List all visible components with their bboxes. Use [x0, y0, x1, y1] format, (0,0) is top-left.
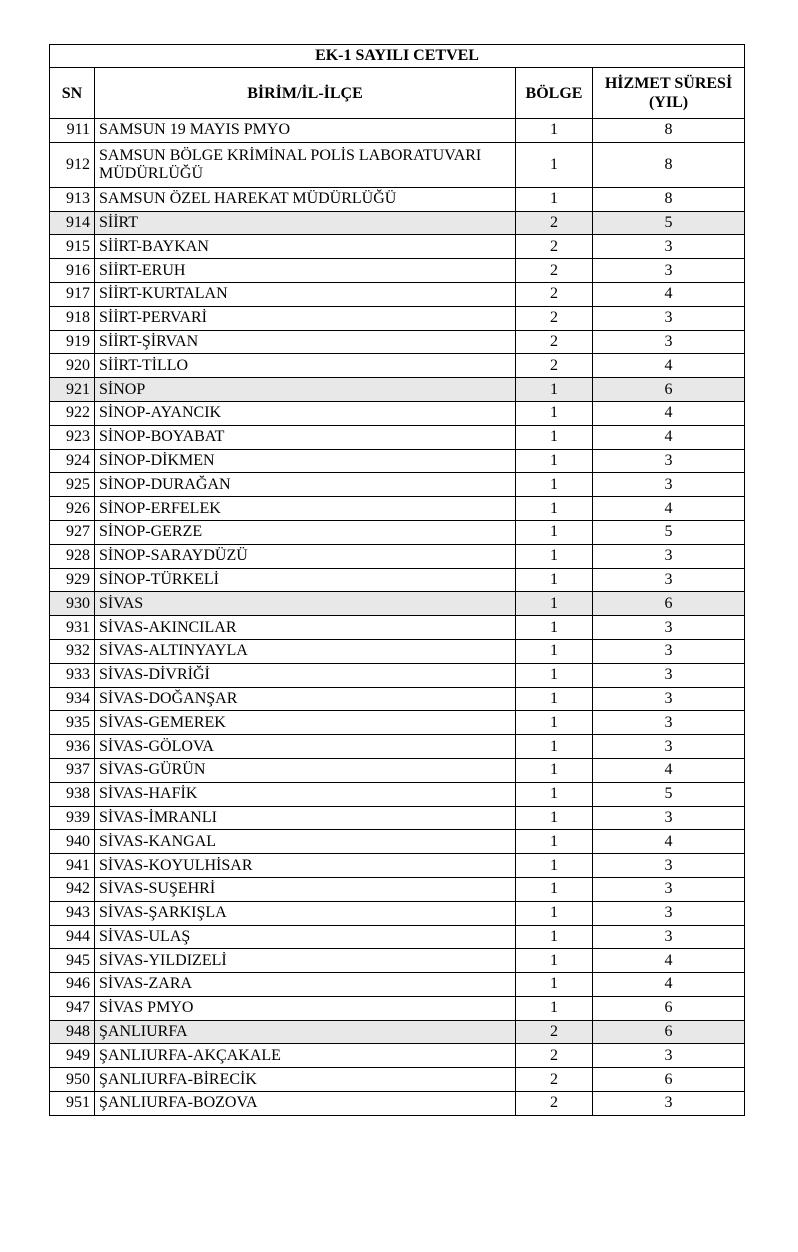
cell-birim: SİVAS-GÜRÜN — [95, 758, 516, 782]
cell-bolge: 1 — [516, 497, 593, 521]
cell-hizmet-suresi: 6 — [593, 1020, 745, 1044]
cell-birim: SİNOP-AYANCIK — [95, 401, 516, 425]
table-row — [50, 142, 745, 187]
cell-bolge: 1 — [516, 187, 593, 211]
cell-hizmet-suresi: 5 — [593, 520, 745, 544]
table-row — [50, 378, 745, 402]
cell-birim: SİVAS PMYO — [95, 996, 516, 1020]
table-row — [50, 568, 745, 592]
cell-bolge: 1 — [516, 378, 593, 402]
cell-sn: 943 — [50, 901, 95, 925]
cell-sn: 915 — [50, 235, 95, 259]
cell-sn: 951 — [50, 1092, 95, 1116]
cell-birim: SİNOP-TÜRKELİ — [95, 568, 516, 592]
cell-bolge: 1 — [516, 520, 593, 544]
cell-sn: 944 — [50, 925, 95, 949]
cell-sn: 921 — [50, 378, 95, 402]
cell-bolge: 1 — [516, 592, 593, 616]
cell-sn: 922 — [50, 401, 95, 425]
cell-bolge: 1 — [516, 687, 593, 711]
cell-hizmet-suresi: 4 — [593, 497, 745, 521]
cell-hizmet-suresi: 4 — [593, 758, 745, 782]
table-row — [50, 901, 745, 925]
table-row — [50, 996, 745, 1020]
cell-bolge: 2 — [516, 1068, 593, 1092]
cell-hizmet-suresi: 3 — [593, 259, 745, 283]
cell-sn: 923 — [50, 425, 95, 449]
table-row — [50, 711, 745, 735]
cell-bolge: 1 — [516, 973, 593, 997]
cell-birim: SİVAS — [95, 592, 516, 616]
cell-birim: SİNOP-BOYABAT — [95, 425, 516, 449]
cell-sn: 933 — [50, 663, 95, 687]
cell-sn: 911 — [50, 119, 95, 143]
cell-sn: 939 — [50, 806, 95, 830]
cell-hizmet-suresi: 3 — [593, 235, 745, 259]
cell-birim: SİVAS-HAFİK — [95, 782, 516, 806]
cell-birim: SİNOP-GERZE — [95, 520, 516, 544]
cell-birim: SİİRT-ERUH — [95, 259, 516, 283]
table-row — [50, 949, 745, 973]
cell-sn: 928 — [50, 544, 95, 568]
table-row — [50, 235, 745, 259]
table-title: EK-1 SAYILI CETVEL — [50, 45, 745, 68]
table-row — [50, 449, 745, 473]
cell-birim: SİVAS-ZARA — [95, 973, 516, 997]
cell-sn: 938 — [50, 782, 95, 806]
cell-birim: SİVAS-GEMEREK — [95, 711, 516, 735]
cell-birim: SİVAS-ULAŞ — [95, 925, 516, 949]
cell-hizmet-suresi: 3 — [593, 854, 745, 878]
table-row — [50, 806, 745, 830]
cell-sn: 941 — [50, 854, 95, 878]
cell-bolge: 1 — [516, 142, 593, 187]
header-row — [50, 68, 745, 119]
table-row — [50, 282, 745, 306]
table-row — [50, 330, 745, 354]
cell-sn: 920 — [50, 354, 95, 378]
cell-hizmet-suresi: 5 — [593, 782, 745, 806]
cell-birim: SAMSUN BÖLGE KRİMİNAL POLİS LABORATUVARI MÜDÜRLÜĞÜ — [95, 142, 516, 187]
cell-birim: SİİRT-PERVARİ — [95, 306, 516, 330]
cell-hizmet-suresi: 4 — [593, 973, 745, 997]
cell-bolge: 1 — [516, 663, 593, 687]
cell-birim: SİVAS-GÖLOVA — [95, 735, 516, 759]
cell-hizmet-suresi: 3 — [593, 925, 745, 949]
cell-hizmet-suresi: 6 — [593, 592, 745, 616]
cell-bolge: 1 — [516, 996, 593, 1020]
cell-sn: 913 — [50, 187, 95, 211]
cell-sn: 917 — [50, 282, 95, 306]
cell-bolge: 1 — [516, 425, 593, 449]
table-row — [50, 211, 745, 235]
cell-hizmet-suresi: 3 — [593, 568, 745, 592]
cell-bolge: 2 — [516, 211, 593, 235]
cell-bolge: 1 — [516, 806, 593, 830]
cell-birim: SİVAS-ŞARKIŞLA — [95, 901, 516, 925]
cell-birim: SİİRT-ŞİRVAN — [95, 330, 516, 354]
cell-birim: SİNOP-ERFELEK — [95, 497, 516, 521]
cell-birim: SAMSUN 19 MAYIS PMYO — [95, 119, 516, 143]
cell-sn: 914 — [50, 211, 95, 235]
table-row — [50, 520, 745, 544]
header-sn: SN — [50, 68, 95, 119]
cell-bolge: 1 — [516, 925, 593, 949]
cell-birim: ŞANLIURFA-BİRECİK — [95, 1068, 516, 1092]
table-row — [50, 616, 745, 640]
cell-hizmet-suresi: 4 — [593, 949, 745, 973]
title-row — [50, 45, 745, 68]
cell-hizmet-suresi: 3 — [593, 877, 745, 901]
cell-hizmet-suresi: 8 — [593, 119, 745, 143]
cell-bolge: 1 — [516, 782, 593, 806]
cell-bolge: 1 — [516, 401, 593, 425]
cell-sn: 937 — [50, 758, 95, 782]
cell-hizmet-suresi: 3 — [593, 806, 745, 830]
cell-sn: 932 — [50, 639, 95, 663]
cell-sn: 936 — [50, 735, 95, 759]
cell-bolge: 2 — [516, 330, 593, 354]
cell-sn: 927 — [50, 520, 95, 544]
header-bolge: BÖLGE — [516, 68, 593, 119]
cell-birim: SİNOP-DURAĞAN — [95, 473, 516, 497]
cell-birim: SİVAS-ALTINYAYLA — [95, 639, 516, 663]
cell-bolge: 1 — [516, 711, 593, 735]
table-row — [50, 1020, 745, 1044]
cell-bolge: 2 — [516, 259, 593, 283]
cell-sn: 916 — [50, 259, 95, 283]
cell-birim: SİİRT-TİLLO — [95, 354, 516, 378]
table-row — [50, 354, 745, 378]
cell-birim: SİVAS-DOĞANŞAR — [95, 687, 516, 711]
cell-hizmet-suresi: 6 — [593, 996, 745, 1020]
cell-bolge: 1 — [516, 119, 593, 143]
cell-bolge: 2 — [516, 1020, 593, 1044]
table-row — [50, 758, 745, 782]
table-row — [50, 782, 745, 806]
cell-sn: 930 — [50, 592, 95, 616]
cell-bolge: 1 — [516, 758, 593, 782]
cell-bolge: 1 — [516, 449, 593, 473]
cell-hizmet-suresi: 6 — [593, 1068, 745, 1092]
cell-sn: 926 — [50, 497, 95, 521]
cell-birim: SİNOP-DİKMEN — [95, 449, 516, 473]
table-row — [50, 1092, 745, 1116]
cell-hizmet-suresi: 4 — [593, 401, 745, 425]
cell-hizmet-suresi: 3 — [593, 473, 745, 497]
cell-bolge: 1 — [516, 639, 593, 663]
cell-bolge: 1 — [516, 949, 593, 973]
cell-sn: 942 — [50, 877, 95, 901]
cell-hizmet-suresi: 4 — [593, 354, 745, 378]
cell-birim: SİNOP — [95, 378, 516, 402]
cell-sn: 945 — [50, 949, 95, 973]
cell-bolge: 2 — [516, 282, 593, 306]
cell-hizmet-suresi: 6 — [593, 378, 745, 402]
cell-sn: 924 — [50, 449, 95, 473]
cell-birim: SİVAS-KANGAL — [95, 830, 516, 854]
cetvel-table — [49, 44, 745, 1116]
cell-bolge: 1 — [516, 830, 593, 854]
cell-sn: 918 — [50, 306, 95, 330]
cell-bolge: 1 — [516, 877, 593, 901]
cell-hizmet-suresi: 3 — [593, 711, 745, 735]
cell-hizmet-suresi: 3 — [593, 639, 745, 663]
cell-hizmet-suresi: 3 — [593, 306, 745, 330]
cell-birim: SİVAS-KOYULHİSAR — [95, 854, 516, 878]
cell-bolge: 2 — [516, 235, 593, 259]
cell-bolge: 1 — [516, 854, 593, 878]
cell-bolge: 1 — [516, 568, 593, 592]
table-row — [50, 306, 745, 330]
table-row — [50, 735, 745, 759]
cell-birim: SAMSUN ÖZEL HAREKAT MÜDÜRLÜĞÜ — [95, 187, 516, 211]
cell-hizmet-suresi: 3 — [593, 1044, 745, 1068]
table-row — [50, 592, 745, 616]
cell-hizmet-suresi: 3 — [593, 735, 745, 759]
cell-sn: 940 — [50, 830, 95, 854]
table-row — [50, 401, 745, 425]
cell-birim: SİVAS-YILDIZELİ — [95, 949, 516, 973]
table-row — [50, 973, 745, 997]
cell-birim: ŞANLIURFA-AKÇAKALE — [95, 1044, 516, 1068]
cell-sn: 925 — [50, 473, 95, 497]
table-row — [50, 1044, 745, 1068]
cell-birim: SİVAS-AKINCILAR — [95, 616, 516, 640]
cell-sn: 934 — [50, 687, 95, 711]
table-row — [50, 663, 745, 687]
cell-birim: SİVAS-DİVRİĞİ — [95, 663, 516, 687]
cell-birim: SİİRT-KURTALAN — [95, 282, 516, 306]
cell-hizmet-suresi: 8 — [593, 142, 745, 187]
cell-bolge: 2 — [516, 1092, 593, 1116]
cell-sn: 950 — [50, 1068, 95, 1092]
cell-hizmet-suresi: 3 — [593, 616, 745, 640]
table-row — [50, 854, 745, 878]
table-row — [50, 830, 745, 854]
cell-sn: 929 — [50, 568, 95, 592]
header-hizmet-suresi: HİZMET SÜRESİ (YIL) — [593, 68, 745, 119]
cell-bolge: 1 — [516, 473, 593, 497]
cell-sn: 931 — [50, 616, 95, 640]
table-row — [50, 877, 745, 901]
cell-bolge: 2 — [516, 354, 593, 378]
cell-sn: 947 — [50, 996, 95, 1020]
table-row — [50, 187, 745, 211]
cell-bolge: 1 — [516, 735, 593, 759]
cell-bolge: 1 — [516, 901, 593, 925]
cell-birim: SİNOP-SARAYDÜZÜ — [95, 544, 516, 568]
table-row — [50, 1068, 745, 1092]
cell-hizmet-suresi: 5 — [593, 211, 745, 235]
cell-birim: ŞANLIURFA-BOZOVA — [95, 1092, 516, 1116]
cell-sn: 948 — [50, 1020, 95, 1044]
cell-bolge: 1 — [516, 544, 593, 568]
table-row — [50, 473, 745, 497]
cell-sn: 912 — [50, 142, 95, 187]
cell-hizmet-suresi: 3 — [593, 449, 745, 473]
cell-hizmet-suresi: 3 — [593, 663, 745, 687]
cell-hizmet-suresi: 4 — [593, 282, 745, 306]
cell-hizmet-suresi: 8 — [593, 187, 745, 211]
header-birim: BİRİM/İL-İLÇE — [95, 68, 516, 119]
cell-bolge: 2 — [516, 1044, 593, 1068]
cell-hizmet-suresi: 4 — [593, 425, 745, 449]
cell-hizmet-suresi: 3 — [593, 687, 745, 711]
cell-birim: SİİRT-BAYKAN — [95, 235, 516, 259]
table-row — [50, 425, 745, 449]
cell-sn: 935 — [50, 711, 95, 735]
table-row — [50, 687, 745, 711]
table-row — [50, 259, 745, 283]
cell-birim: SİVAS-İMRANLI — [95, 806, 516, 830]
cell-hizmet-suresi: 3 — [593, 901, 745, 925]
cell-hizmet-suresi: 3 — [593, 330, 745, 354]
cell-sn: 946 — [50, 973, 95, 997]
cell-hizmet-suresi: 4 — [593, 830, 745, 854]
table-row — [50, 119, 745, 143]
table-row — [50, 639, 745, 663]
cell-birim: ŞANLIURFA — [95, 1020, 516, 1044]
cell-bolge: 1 — [516, 616, 593, 640]
cell-bolge: 2 — [516, 306, 593, 330]
cell-birim: SİİRT — [95, 211, 516, 235]
table-row — [50, 925, 745, 949]
cell-birim: SİVAS-SUŞEHRİ — [95, 877, 516, 901]
cell-hizmet-suresi: 3 — [593, 1092, 745, 1116]
cell-sn: 919 — [50, 330, 95, 354]
cell-sn: 949 — [50, 1044, 95, 1068]
table-row — [50, 497, 745, 521]
table-row — [50, 544, 745, 568]
cell-hizmet-suresi: 3 — [593, 544, 745, 568]
